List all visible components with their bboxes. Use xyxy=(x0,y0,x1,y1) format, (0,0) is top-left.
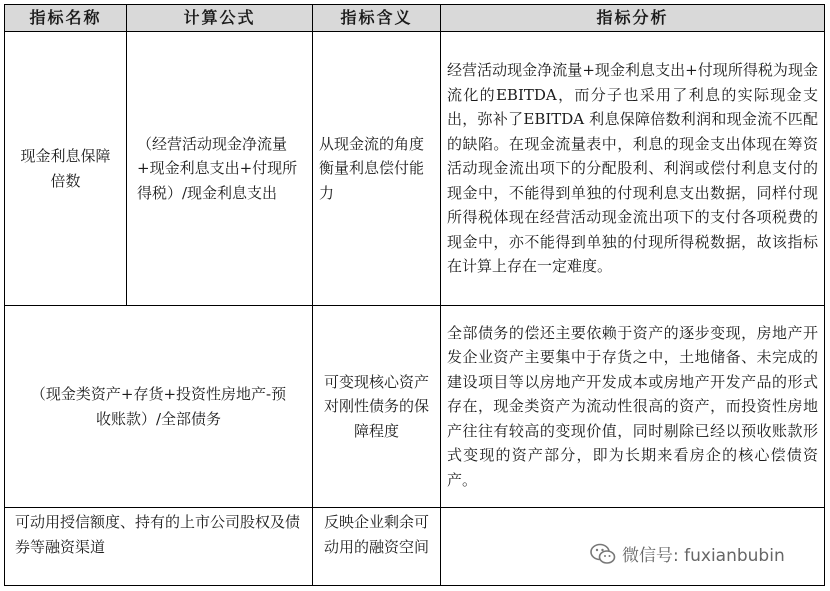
table-row xyxy=(5,306,825,508)
row2-formula: （现金类资产+存货+投资性房地产-预收账款）/全部债务 xyxy=(5,306,313,508)
wechat-icon xyxy=(590,543,616,565)
watermark xyxy=(590,541,785,566)
header-formula: 计算公式 xyxy=(127,5,313,32)
row3-name: 可动用授信额度、持有的上市公司股权及债券等融资渠道 xyxy=(5,508,313,586)
row2-meaning: 可变现核心资产对刚性债务的保障程度 xyxy=(313,306,441,508)
table-row xyxy=(5,32,825,306)
row1-meaning: 从现金流的角度衡量利息偿付能力 xyxy=(313,32,441,306)
row1-name: 现金利息保障倍数 xyxy=(5,32,127,306)
row3-meaning: 反映企业剩余可动用的融资空间 xyxy=(313,508,441,586)
header-analysis: 指标分析 xyxy=(441,5,825,32)
row1-analysis: 经营活动现金净流量+现金利息支出+付现所得税为现金流化的EBITDA，而分子也采用了利息的实际现金支出，弥补了EBITDA 利息保障倍数利润和现金流不匹配的缺陷。在现金流量表中，利息的现金支出体现在筹资活动现金流出项下的分配股利、利润或偿付利息支付的现金中，不能得到单独的付现利息支出数据，同样付现所得税体现在经营活动现金流出项下的支付各项税费的现金中，亦不能得到单独的付现所得税数据，故该指标在计算上存在一定难度。 xyxy=(441,32,825,306)
row1-formula: （经营活动现金净流量+现金利息支出+付现所得税）/现金利息支出 xyxy=(127,32,313,306)
table-header-row xyxy=(5,5,825,32)
indicator-table xyxy=(4,4,825,586)
header-indicator-name: 指标名称 xyxy=(5,5,127,32)
row2-analysis: 全部债务的偿还主要依赖于资产的逐步变现，房地产开发企业资产主要集中于存货之中，土地储备、未完成的建设项目等以房地产开发成本或房地产开发产品的形式存在，现金类资产为流动性很高的资产，而投资性房地产往往有较高的变现价值，同时剔除已经以预收账款形式变现的资产部分，即为长期来看房企的核心偿债资产。 xyxy=(441,306,825,508)
header-meaning: 指标含义 xyxy=(313,5,441,32)
watermark-text: 微信号: fuxianbubin xyxy=(622,546,785,566)
